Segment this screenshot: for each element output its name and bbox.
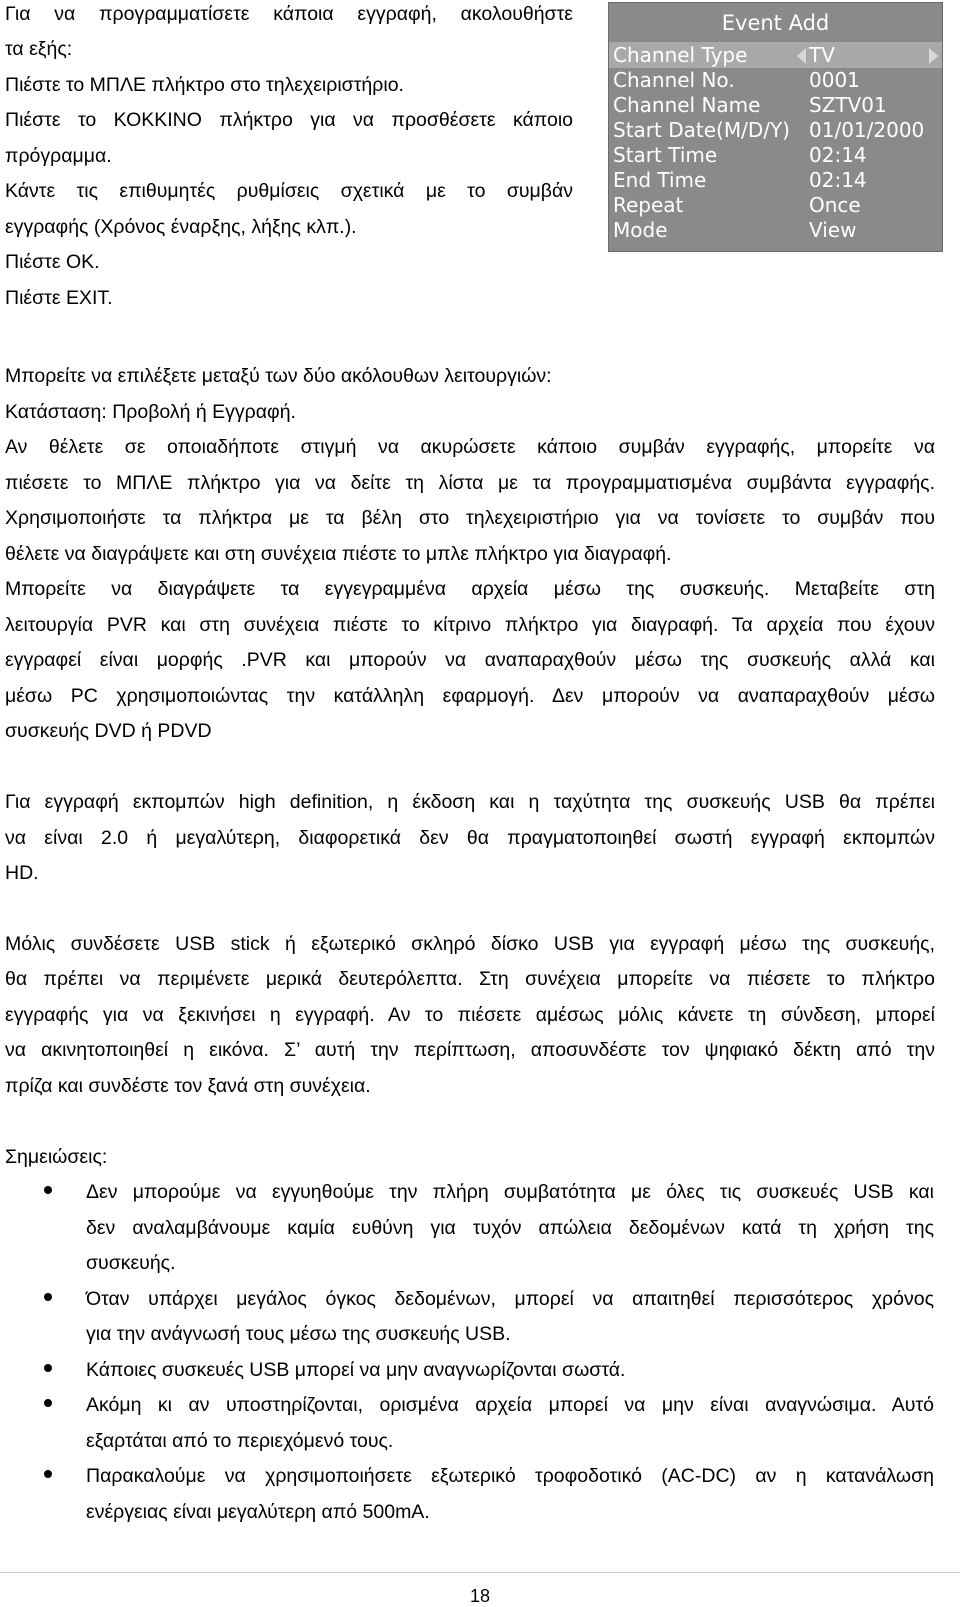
osd-label: End Time [613, 168, 707, 192]
osd-value: 01/01/2000 [809, 118, 925, 142]
note-line: συσκευής. [86, 1252, 176, 1274]
body-line: Μπορείτε να διαγράψετε τα εγγεγραμμένα αρχεία μέσω της συσκευής. Μεταβείτε στη [5, 578, 935, 600]
intro-line: Για να προγραμματίσετε κάποια εγγραφή, ακολουθήστε [5, 3, 573, 25]
intro-line: Κάντε τις επιθυμητές ρυθμίσεις σχετικά με το συμβάν [5, 180, 573, 202]
body-line: μέσω PC χρησιμοποιώντας την κατάλληλη εφαρμογή. Δεν μπορούν να αναπαραχθούν μέσω [5, 685, 935, 707]
bullet-icon [44, 1399, 52, 1407]
note-line: για την ανάγνωσή τους μέσω της συσκευής USB. [86, 1323, 511, 1345]
osd-row [609, 117, 942, 143]
osd-label: Start Date(M/D/Y) [613, 118, 790, 142]
intro-line: Πιέστε το ΜΠΛΕ πλήκτρο στο τηλεχειριστήριο. [5, 74, 404, 96]
note-line: Δεν μπορούμε να εγγυηθούμε την πλήρη συμβατότητα με όλες τις συσκευές USB και [86, 1181, 934, 1203]
bullet-icon [44, 1364, 52, 1372]
body-line: θέλετε να διαγράψετε και στη συνέχεια πιέστε το μπλε πλήκτρο για διαγραφή. [5, 543, 672, 565]
body-line: HD. [5, 862, 39, 884]
osd-value: Once [809, 193, 861, 217]
osd-title: Event Add [721, 11, 830, 35]
body-line: να ακινητοποιηθεί η εικόνα. Σ’ αυτή την περίπτωση, αποσυνδέστε τον ψηφιακό δέκτη από την [5, 1039, 935, 1061]
body-line: λειτουργία PVR και στη συνέχεια πιέστε το κίτρινο πλήκτρο για διαγραφή. Τα αρχεία που έχουν [5, 614, 935, 636]
body-line: εγγραφεί είναι μορφής .PVR και μπορούν να αναπαραχθούν μέσω της συσκευής αλλά και [5, 649, 935, 671]
intro-line: Πιέστε OK. [5, 251, 100, 273]
osd-row-channel-type [609, 42, 942, 68]
osd-row [609, 67, 942, 93]
bullet-icon [44, 1293, 52, 1301]
body-line: πρίζα και συνδέστε τον ξανά στη συνέχεια. [5, 1075, 371, 1097]
footer-divider [0, 1572, 960, 1573]
body-line: να είναι 2.0 ή μεγαλύτερη, διαφορετικά δεν θα πραγματοποιηθεί σωστή εγγραφή εκπομπών [5, 827, 935, 849]
intro-line: Πιέστε EXIT. [5, 287, 113, 309]
bullet-icon [44, 1470, 52, 1478]
body-line: Χρησιμοποιήστε τα πλήκτρα με τα βέλη στο τηλεχειριστήριο για να τονίσετε το συμβάν που [5, 507, 935, 529]
intro-line: πρόγραμμα. [5, 145, 112, 167]
body-line: θα πρέπει να περιμένετε μερικά δευτερόλεπτα. Στη συνέχεια μπορείτε να πιέσετε το πλήκτρο [5, 968, 935, 990]
note-line: Ακόμη κι αν υποστηρίζονται, ορισμένα αρχεία μπορεί να μην είναι αναγνώσιμα. Αυτό [86, 1394, 934, 1416]
osd-row [609, 217, 942, 243]
osd-value: View [809, 218, 857, 242]
osd-label: Start Time [613, 143, 718, 167]
body-line: Μπορείτε να επιλέξετε μεταξύ των δύο ακόλουθων λειτουργιών: [5, 365, 552, 387]
arrow-right-icon [929, 48, 938, 64]
notes-heading: Σημειώσεις: [5, 1146, 108, 1168]
body-line: συσκευής DVD ή PDVD [5, 720, 212, 742]
osd-row [609, 142, 942, 168]
osd-label: Channel No. [613, 68, 735, 92]
note-line: εξαρτάται από το περιεχόμενό τους. [86, 1430, 394, 1452]
intro-line: Πιέστε το ΚΟΚΚΙΝΟ πλήκτρο για να προσθέσετε κάποιο [5, 109, 573, 131]
note-line: ενέργειας είναι μεγαλύτερη από 500mA. [86, 1501, 430, 1523]
osd-label: Channel Type [613, 43, 748, 67]
page-number: 18 [469, 1586, 491, 1606]
osd-label: Mode [613, 218, 668, 242]
body-line: εγγραφής για να ξεκινήσει η εγγραφή. Αν το πιέσετε αμέσως μόλις κάνετε τη σύνδεση, μπορεί [5, 1004, 935, 1026]
osd-value: SZTV01 [809, 93, 887, 117]
note-line: Κάποιες συσκευές USB μπορεί να μην αναγνωρίζονται σωστά. [86, 1359, 626, 1381]
osd-row [609, 92, 942, 118]
event-add-osd [608, 2, 943, 252]
body-line: Αν θέλετε σε οποιαδήποτε στιγμή να ακυρώσετε κάποιο συμβάν εγγραφής, μπορείτε να [5, 436, 935, 458]
osd-value: 02:14 [809, 168, 867, 192]
body-line: Μόλις συνδέσετε USB stick ή εξωτερικό σκληρό δίσκο USB για εγγραφή μέσω της συσκευής, [5, 933, 935, 955]
body-line: πιέσετε το ΜΠΛΕ πλήκτρο για να δείτε τη λίστα με τα προγραμματισμένα συμβάντα εγγραφής. [5, 472, 935, 494]
body-line: Κατάσταση: Προβολή ή Εγγραφή. [5, 401, 296, 423]
body-line: Για εγγραφή εκπομπών high definition, η έκδοση και η ταχύτητα της συσκευής USB θα πρέπει [5, 791, 935, 813]
bullet-icon [44, 1186, 52, 1194]
osd-value: 02:14 [809, 143, 867, 167]
osd-label: Repeat [613, 193, 684, 217]
osd-row [609, 192, 942, 218]
osd-row [609, 167, 942, 193]
note-line: Παρακαλούμε να χρησιμοποιήσετε εξωτερικό τροφοδοτικό (AC-DC) αν η κατανάλωση [86, 1465, 934, 1487]
note-line: Όταν υπάρχει μεγάλος όγκος δεδομένων, μπορεί να απαιτηθεί περισσότερος χρόνος [86, 1288, 934, 1310]
osd-label: Channel Name [613, 93, 761, 117]
osd-value: 0001 [809, 68, 860, 92]
arrow-left-icon [797, 48, 806, 64]
intro-line: τα εξής: [5, 38, 73, 60]
osd-value: TV [809, 43, 835, 67]
intro-line: εγγραφής (Χρόνος έναρξης, λήξης κλπ.). [5, 216, 357, 238]
note-line: δεν αναλαμβάνουμε καμία ευθύνη για τυχόν απώλεια δεδομένων κατά τη χρήση της [86, 1217, 934, 1239]
